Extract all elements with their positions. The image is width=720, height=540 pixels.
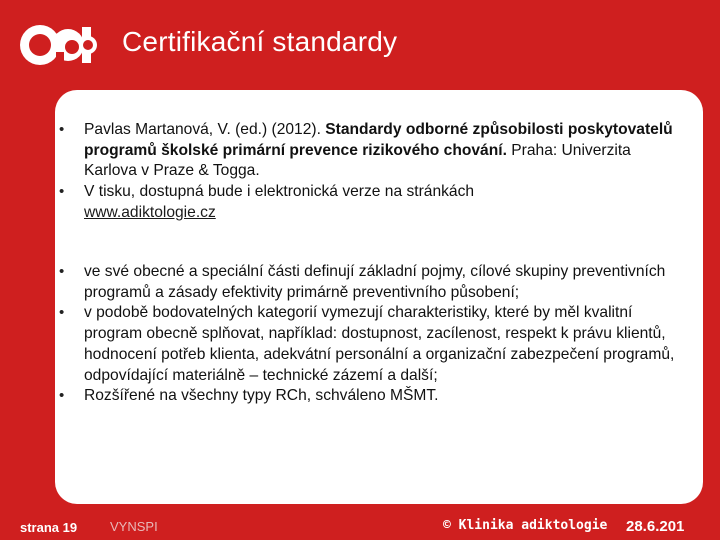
categories-text: v podobě bodovatelných kategorií vymezují charakteristiky, které by měl kvalitní program obecně splňovat, například: dostupnost, zacílenost, respekt k právu klientů, hodnocení potřeb klienta, adekvátní personální a organizační zabezpečení programů, odpovídající materiálně – technické zázemí a další;	[84, 304, 675, 384]
page-number: strana 19	[20, 520, 78, 535]
citation-title: Standardy odborné způsobilosti poskytovatelů programů školské primární prevence rizikového chování.	[84, 121, 673, 159]
bullet-dot-icon: •	[59, 263, 65, 280]
definitions-text: ve své obecné a speciální části definují základní pojmy, cílové skupiny preventivních programů a zásady efektivity primárně preventivního působení;	[84, 263, 666, 301]
slide-header	[0, 0, 720, 90]
bullet-extended	[55, 386, 684, 407]
slide-title: Certifikační standardy	[122, 26, 398, 57]
citation-prefix: Pavlas Martanová, V. (ed.) (2012).	[84, 121, 326, 138]
citation-group	[55, 120, 684, 224]
bullet-dot-icon: •	[59, 387, 65, 405]
footer-brand: © Klinika adiktologie	[443, 518, 608, 533]
bullet-definitions	[55, 262, 684, 303]
slide-footer	[0, 504, 720, 540]
ad-logo	[18, 22, 100, 68]
description-group	[55, 262, 684, 407]
bullet-citation	[55, 120, 684, 182]
extended-text: Rozšířené na všechny typy RCh, schváleno MŠMT.	[84, 387, 439, 405]
adiktologie-link[interactable]: www.adiktologie.cz	[84, 203, 216, 221]
print-info-text: V tisku, dostupná bude i elektronická verze na stránkách	[84, 183, 475, 201]
bullet-print-info	[55, 182, 684, 223]
bullet-dot-icon: •	[59, 304, 65, 322]
footer-org: VYNSPI	[110, 519, 158, 534]
bullet-dot-icon: •	[59, 121, 65, 138]
footer-date: 28.6.201	[626, 518, 685, 535]
citation-suffix: Praha: Univerzita Karlova v Praze & Togga.	[84, 141, 631, 180]
bullet-dot-icon: •	[59, 183, 65, 201]
content-panel	[55, 90, 703, 504]
bullet-categories	[55, 303, 684, 386]
